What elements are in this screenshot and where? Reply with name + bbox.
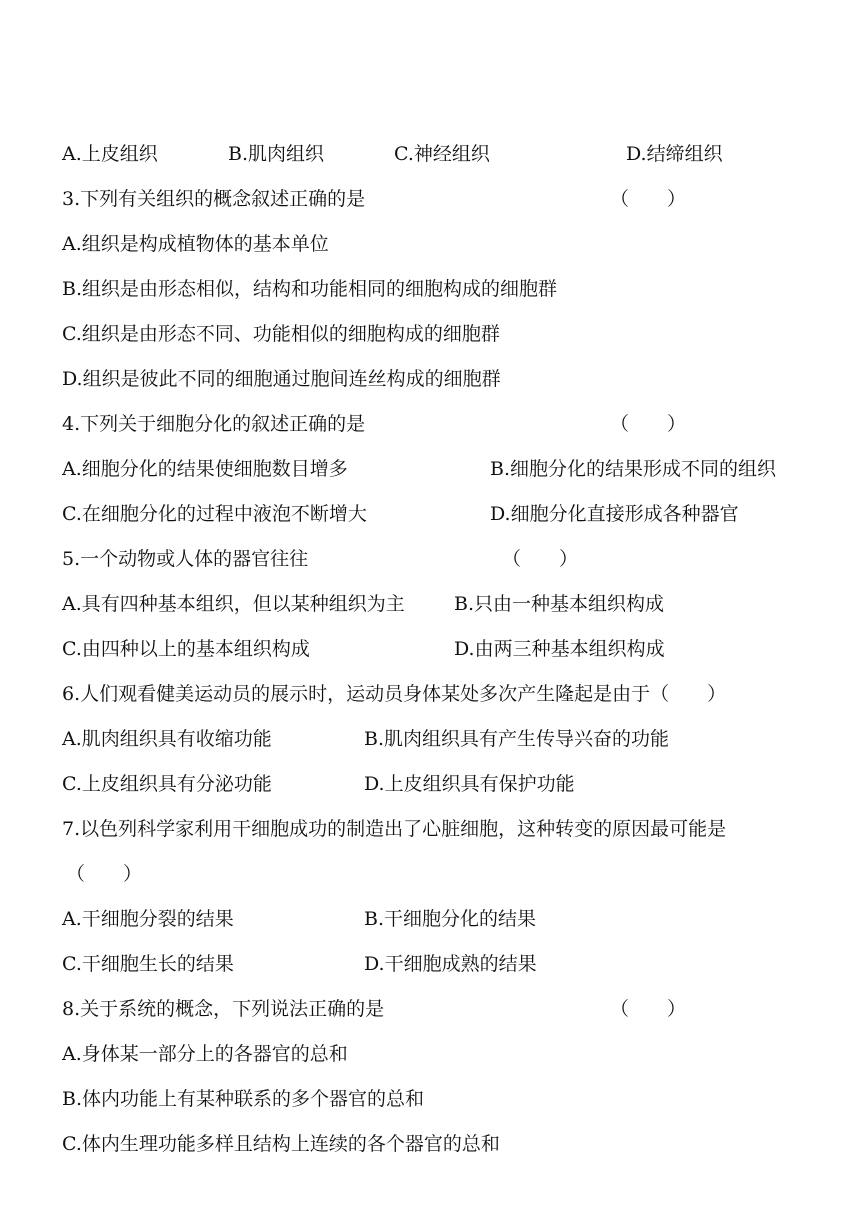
option-a: A.上皮组织 — [62, 143, 158, 165]
option-b: B.组织是由形态相似，结构和功能相同的细胞构成的细胞群 — [62, 278, 558, 300]
question-text: 7.以色列科学家利用干细胞成功的制造出了心脏细胞，这种转变的原因最可能是 — [62, 818, 727, 840]
option-d: D.细胞分化直接形成各种器官 — [490, 503, 739, 525]
option-b: B.体内功能上有某种联系的多个器官的总和 — [62, 1088, 425, 1110]
option-b: B.干细胞分化的结果 — [364, 908, 537, 930]
option-b: B.肌肉组织 — [228, 143, 325, 165]
option-a: A.细胞分化的结果使细胞数目增多 — [62, 458, 348, 480]
option-d: D.组织是彼此不同的细胞通过胞间连丝构成的细胞群 — [62, 368, 501, 390]
option-b: B.只由一种基本组织构成 — [454, 593, 665, 615]
option-b: B.细胞分化的结果形成不同的组织 — [490, 458, 777, 480]
option-c: C.干细胞生长的结果 — [62, 953, 234, 975]
option-c: C.上皮组织具有分泌功能 — [62, 773, 272, 795]
option-b: B.肌肉组织具有产生传导兴奋的功能 — [364, 728, 670, 750]
option-c: C.体内生理功能多样且结构上连续的各个器官的总和 — [62, 1133, 500, 1155]
option-d: D.由两三种基本组织构成 — [454, 638, 665, 660]
question-text: 6.人们观看健美运动员的展示时，运动员身体某处多次产生隆起是由于（ ） — [62, 683, 727, 705]
question-text: 4.下列关于细胞分化的叙述正确的是 — [62, 413, 366, 435]
answer-blank: （ ） — [502, 548, 579, 570]
answer-blank: （ ） — [66, 863, 143, 885]
option-d: D.结缔组织 — [626, 143, 723, 165]
option-c: C.由四种以上的基本组织构成 — [62, 638, 310, 660]
answer-blank: （ ） — [610, 188, 687, 210]
option-a: A.身体某一部分上的各器官的总和 — [62, 1043, 348, 1065]
question-text: 8.关于系统的概念，下列说法正确的是 — [62, 998, 385, 1020]
option-d: D.干细胞成熟的结果 — [364, 953, 537, 975]
option-c: C.在细胞分化的过程中液泡不断增大 — [62, 503, 367, 525]
option-c: C.组织是由形态不同、功能相似的细胞构成的细胞群 — [62, 323, 500, 345]
option-c: C.神经组织 — [394, 143, 490, 165]
option-a: A.肌肉组织具有收缩功能 — [62, 728, 272, 750]
answer-blank: （ ） — [610, 998, 687, 1020]
option-a: A.具有四种基本组织，但以某种组织为主 — [62, 593, 405, 615]
option-a: A.组织是构成植物体的基本单位 — [62, 233, 329, 255]
question-text: 3.下列有关组织的概念叙述正确的是 — [62, 188, 366, 210]
option-d: D.上皮组织具有保护功能 — [364, 773, 575, 795]
answer-blank: （ ） — [610, 413, 687, 435]
question-text: 5.一个动物或人体的器官往往 — [62, 548, 309, 570]
option-a: A.干细胞分裂的结果 — [62, 908, 234, 930]
